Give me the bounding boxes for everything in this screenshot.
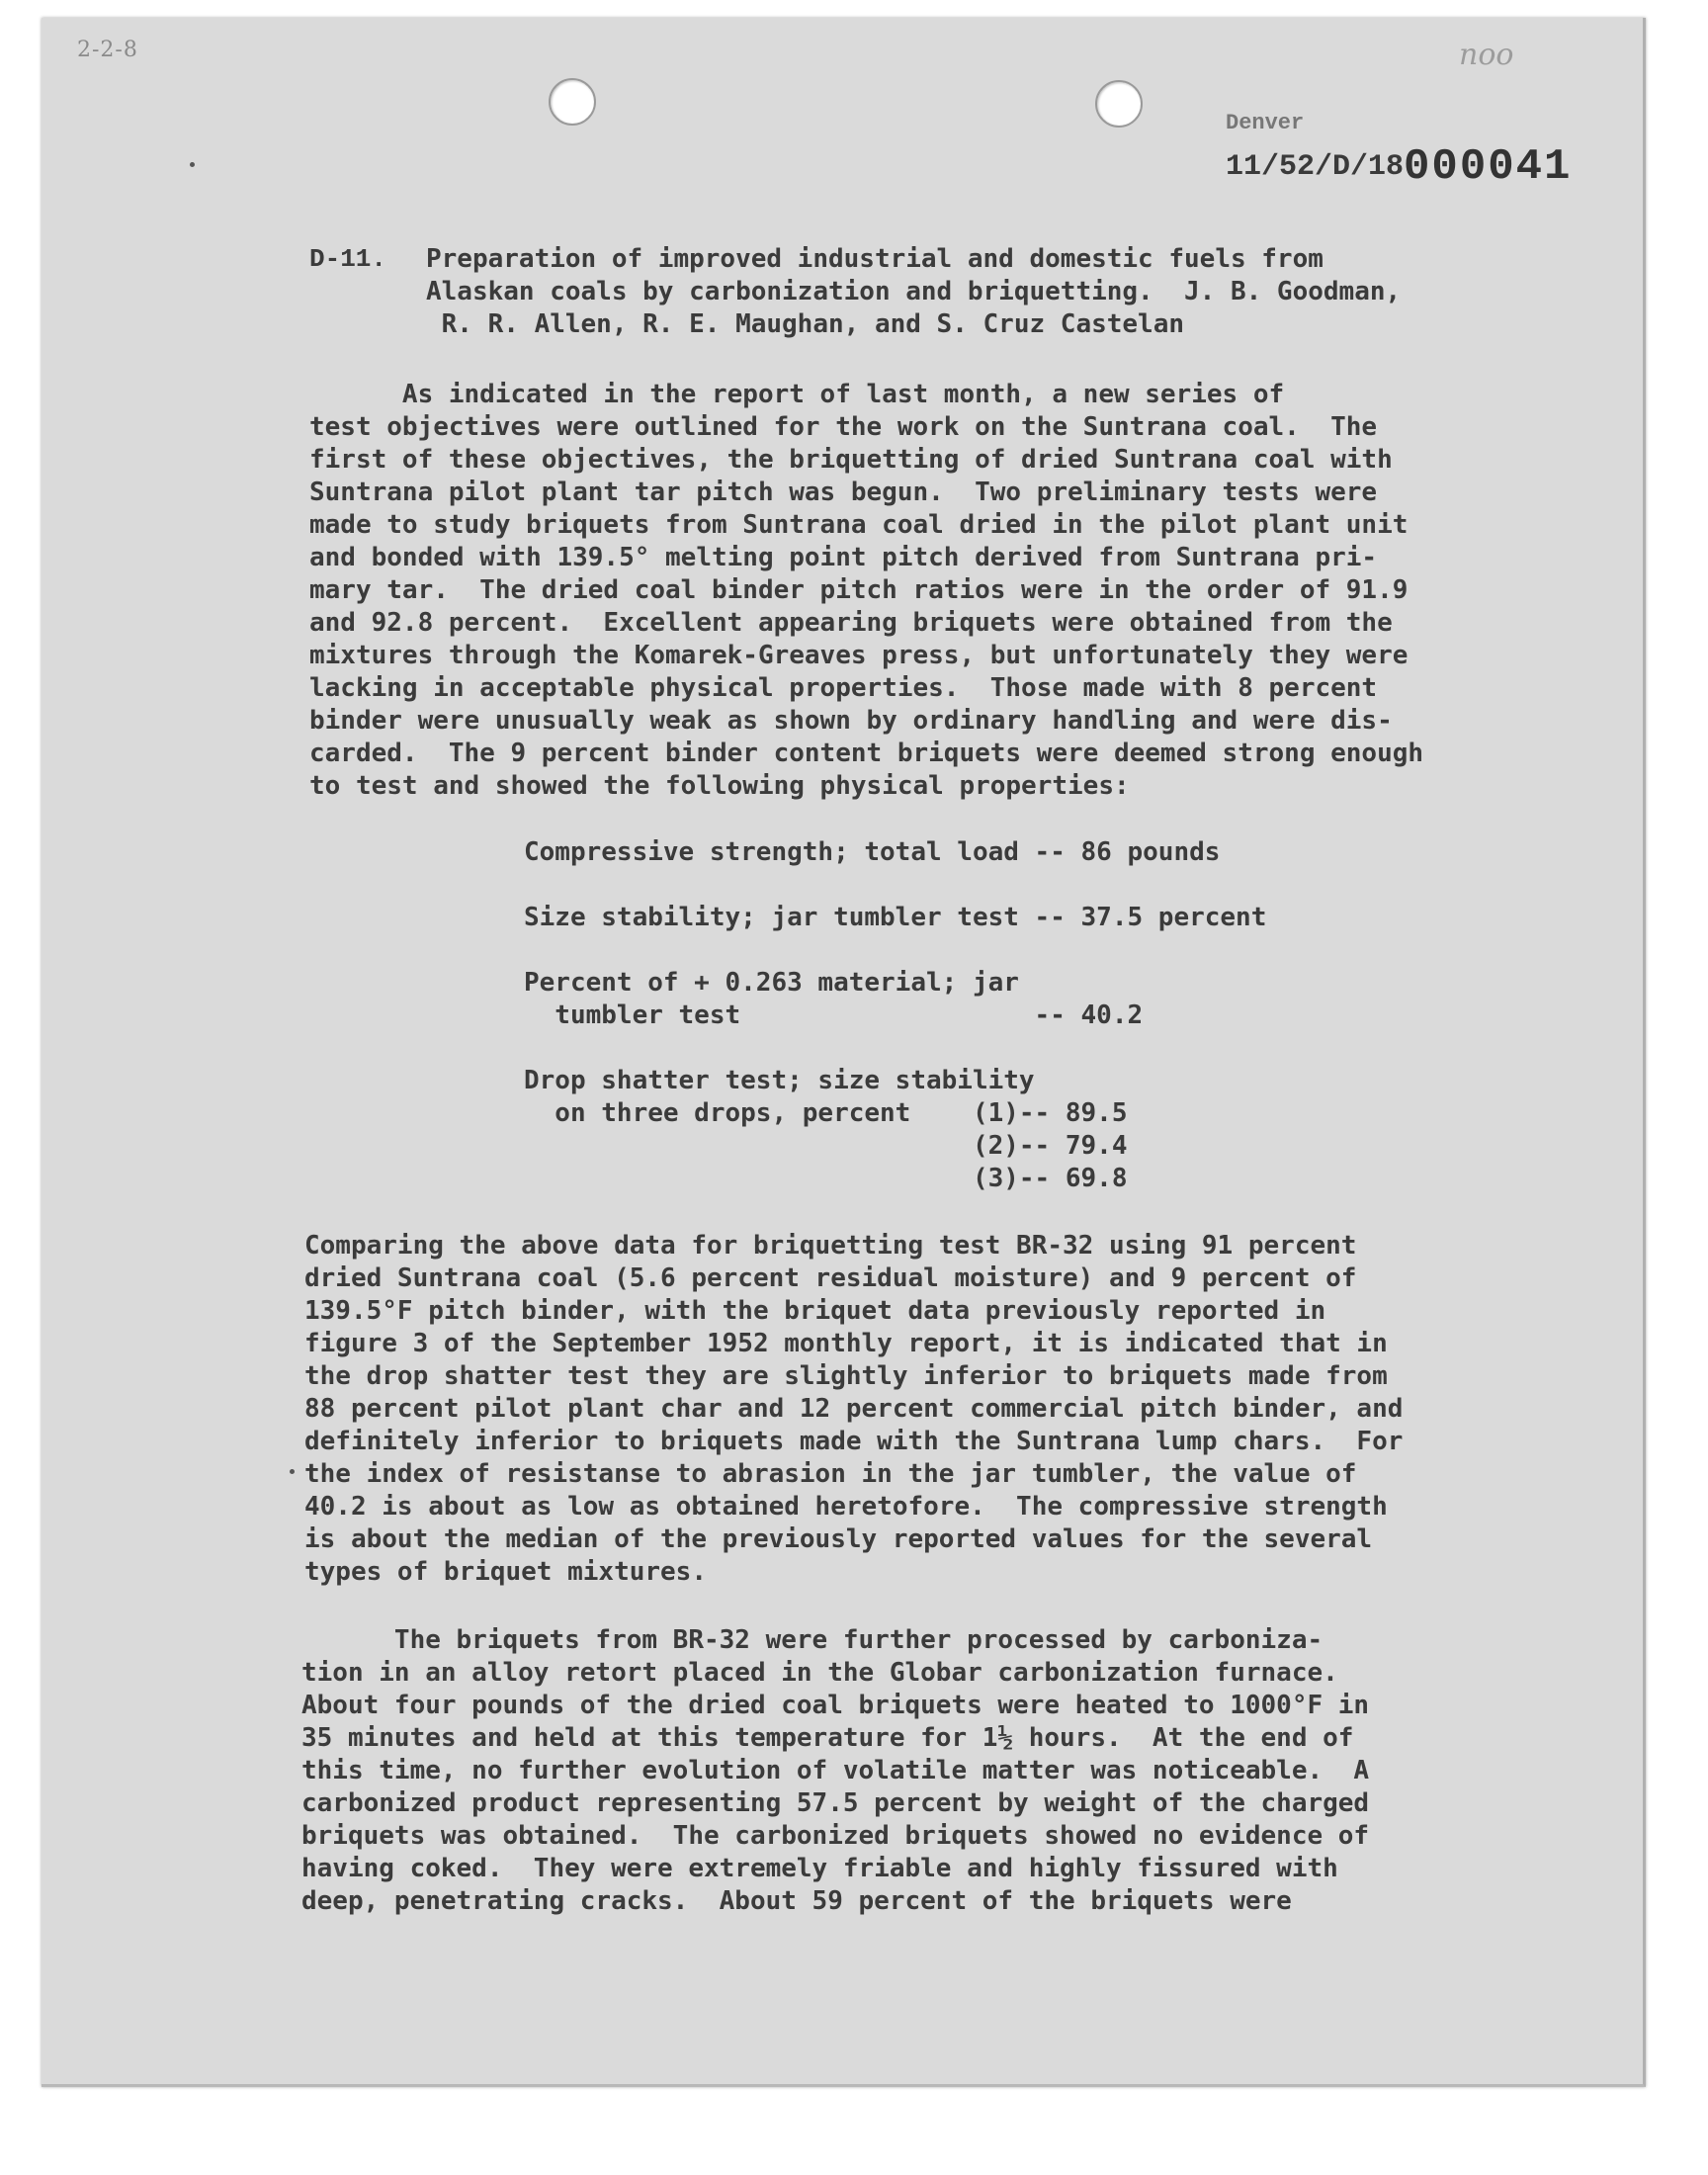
- stamp-number: 000041: [1404, 142, 1573, 192]
- punch-hole-right: [1095, 80, 1143, 128]
- paragraph-intro: As indicated in the report of last month, a new series of test objectives were outlined for the work on the Suntrana coal. The first of these objectives, the briquetting of dried Suntrana coal with Suntrana pilot plant tar pitch was begun. Two preliminary tests were made to study briquets from Suntrana coal dried in the pilot plant unit and bonded with 139.5° melting point pitch derived from Suntrana pri- mary tar. The dried coal binder pitch ratios were in the order of 91.9 and 92.8 percent. Excellent appearing briquets were obtained from the mixtures through the Komarek-Greaves press, but unfortunately they were lacking in acceptable physical properties. Those made with 8 percent binder were unusually weak as shown by ordinary handling and were dis- carded. The 9 percent binder content briquets were deemed strong enough to test and showed the following physical properties:: [309, 380, 1424, 801]
- page-speck: [290, 1469, 295, 1474]
- paragraph-comparison: Comparing the above data for briquetting test BR-32 using 91 percent dried Suntrana coal (5.6 percent residual moisture) and 9 percent of 139.5°F pitch binder, with the briquet data previously reported in figure 3 of the September 1952 monthly report, it is indicated that in the drop shatter test they are slightly inferior to briquets made from 88 percent pilot plant char and 12 percent commercial pitch binder, and definitely inferior to briquets made with the Suntrana lump chars. For the index of resistanse to abrasion in the jar tumbler, the value of 40.2 is about as low as obtained heretofore. The compressive strength is about the median of the previously reported values for the several types of briquet mixtures.: [304, 1231, 1404, 1587]
- physical-properties-list: Compressive strength; total load -- 86 pounds Size stability; jar tumbler test -- 37.5 percent Percent of + 0.263 material; jar tumbler test -- 40.2 Drop shatter test; size stability on three drops, percent (1)-- 89.5 (2)-- 79.4 (3)-- 69.8: [524, 837, 1267, 1193]
- handwritten-note: noo: [1459, 38, 1514, 72]
- stamp-location: Denver: [1226, 111, 1305, 135]
- document-code-stamp: [1226, 138, 1573, 192]
- stamp-prefix: 11/52/D/18: [1226, 150, 1405, 184]
- punch-hole-left: [549, 78, 596, 126]
- corner-mark: 2-2-8: [77, 38, 138, 62]
- section-title: Preparation of improved industrial and domestic fuels from Alaskan coals by carbonization and briquetting. J. B. Goodman, R. R. Allen, R. E. Maughan, and S. Cruz Castelan: [426, 244, 1402, 339]
- page-speck: [190, 162, 195, 167]
- section-id: D-11.: [309, 244, 387, 274]
- paragraph-carbonization: The briquets from BR-32 were further processed by carboniza- tion in an alloy retort placed in the Globar carbonization furnace. About four pounds of the dried coal briquets were heated to 1000°F in 35 minutes and held at this temperature for 1½ hours. At the end of this time, no further evolution of volatile matter was noticeable. A carbonized product representing 57.5 percent by weight of the charged briquets was obtained. The carbonized briquets showed no evidence of having coked. They were extremely friable and highly fissured with deep, penetrating cracks. About 59 percent of the briquets were: [301, 1625, 1370, 1916]
